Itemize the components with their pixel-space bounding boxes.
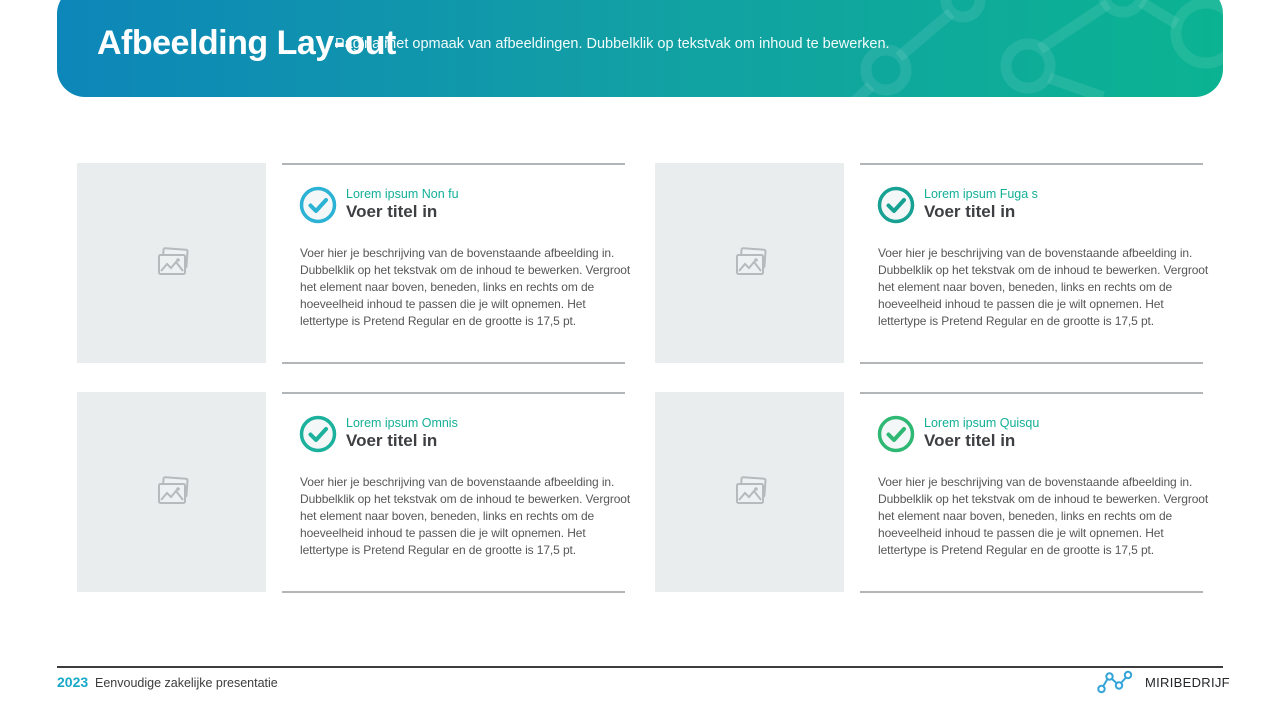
card-description[interactable]: Voer hier je beschrijving van de bovenstaande afbeelding in. Dubbelklik op het tekstvak om de inhoud te bewerken. Vergroot het element naar boven, beneden, links en rechts om de hoeveelheid inhoud te passen die je wilt opnemen. Het lettertype is Pretend Regular en de grootte is 17,5 pt. — [300, 246, 631, 328]
image-card-1 — [77, 163, 631, 365]
card-text-column — [282, 163, 631, 365]
photo-icon — [152, 245, 192, 281]
card-description[interactable]: Voer hier je beschrijving van de bovenstaande afbeelding in. Dubbelklik op het tekstvak om de inhoud te bewerken. Vergroot het element naar boven, beneden, links en rechts om de hoeveelheid inhoud te passen die je wilt opnemen. Het lettertype is Pretend Regular en de grootte is 17,5 pt. — [878, 246, 1209, 328]
card-kicker-label[interactable]: Lorem ipsum Non fu — [346, 187, 459, 201]
footer-divider — [57, 666, 1223, 668]
card-title[interactable]: Voer titel in — [346, 202, 438, 221]
photo-icon — [730, 245, 770, 281]
image-placeholder[interactable] — [77, 392, 266, 592]
divider — [282, 591, 625, 593]
check-icon — [298, 414, 338, 454]
image-placeholder[interactable] — [77, 163, 266, 363]
card-text-column — [860, 392, 1209, 594]
photo-icon — [730, 474, 770, 510]
divider — [282, 163, 625, 165]
divider — [860, 362, 1203, 364]
divider — [860, 392, 1203, 394]
card-title[interactable]: Voer titel in — [924, 202, 1016, 221]
footer-caption[interactable]: Eenvoudige zakelijke presentatie — [95, 676, 278, 690]
brand-name: MIRIBEDRIJF — [1145, 675, 1230, 690]
image-card-4 — [655, 392, 1209, 594]
card-title[interactable]: Voer titel in — [924, 431, 1016, 450]
check-icon — [298, 185, 338, 225]
page-title[interactable]: Afbeelding Lay-out — [97, 24, 396, 62]
image-placeholder[interactable] — [655, 163, 844, 363]
footer-year: 2023 — [57, 674, 89, 690]
card-description[interactable]: Voer hier je beschrijving van de bovenstaande afbeelding in. Dubbelklik op het tekstvak om de inhoud te bewerken. Vergroot het element naar boven, beneden, links en rechts om de hoeveelheid inhoud te passen die je wilt opnemen. Het lettertype is Pretend Regular en de grootte is 17,5 pt. — [878, 475, 1209, 557]
card-kicker-label[interactable]: Lorem ipsum Quisqu — [924, 416, 1040, 430]
photo-icon — [152, 474, 192, 510]
divider — [860, 591, 1203, 593]
card-text-column — [860, 163, 1209, 365]
card-kicker-label[interactable]: Lorem ipsum Omnis — [346, 416, 458, 430]
image-placeholder[interactable] — [655, 392, 844, 592]
check-icon — [876, 185, 916, 225]
header-subtitle[interactable]: Pagina met opmaak van afbeeldingen. Dubbelklik op tekstvak om inhoud te bewerken. — [335, 36, 890, 52]
network-logo-icon — [1096, 669, 1134, 695]
divider — [282, 392, 625, 394]
divider — [860, 163, 1203, 165]
card-description[interactable]: Voer hier je beschrijving van de bovenstaande afbeelding in. Dubbelklik op het tekstvak om de inhoud te bewerken. Vergroot het element naar boven, beneden, links en rechts om de hoeveelheid inhoud te passen die je wilt opnemen. Het lettertype is Pretend Regular en de grootte is 17,5 pt. — [300, 475, 631, 557]
image-card-3 — [77, 392, 631, 594]
card-kicker-label[interactable]: Lorem ipsum Fuga s — [924, 187, 1038, 201]
image-card-2 — [655, 163, 1209, 365]
card-title[interactable]: Voer titel in — [346, 431, 438, 450]
slide-header — [57, 0, 1223, 97]
card-text-column — [282, 392, 631, 594]
check-icon — [876, 414, 916, 454]
divider — [282, 362, 625, 364]
